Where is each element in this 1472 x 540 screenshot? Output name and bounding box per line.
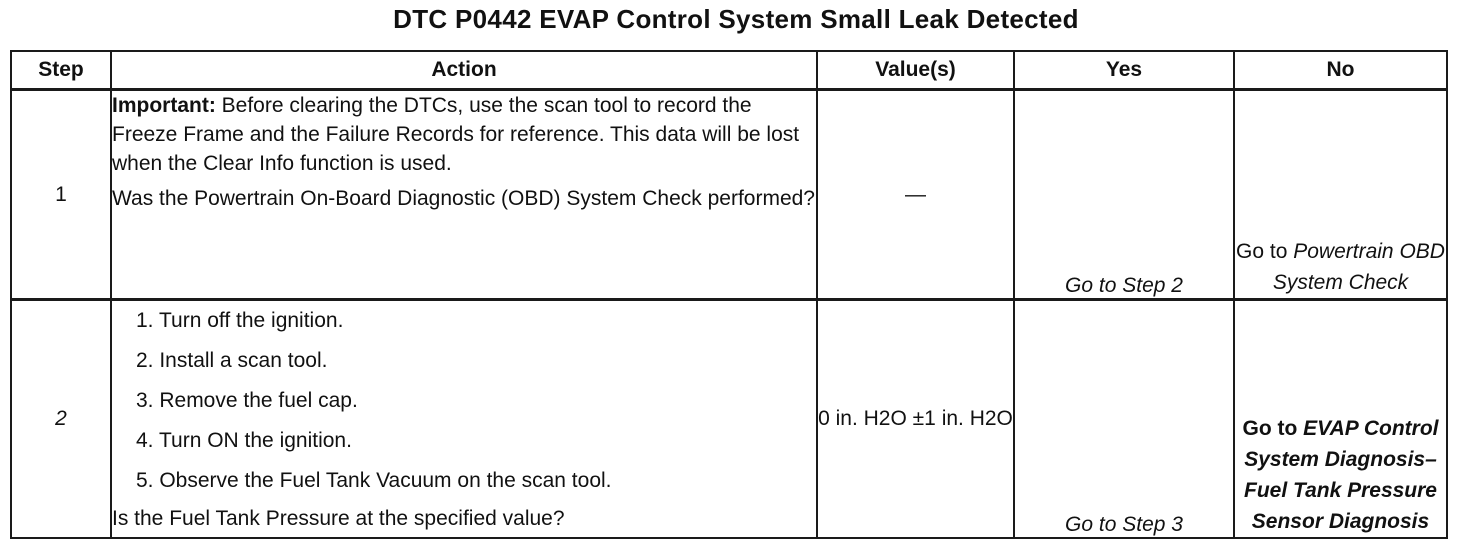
yes-text: Go to Step 2 bbox=[1065, 274, 1183, 297]
table-row bbox=[11, 300, 1447, 539]
action-cell bbox=[111, 300, 817, 539]
yes-link[interactable] bbox=[1014, 300, 1234, 539]
header-no: No bbox=[1234, 51, 1447, 90]
action-steps bbox=[112, 301, 816, 501]
action-step: 2. Install a scan tool. bbox=[136, 349, 328, 372]
action-step: 5. Observe the Fuel Tank Vacuum on the scan tool. bbox=[136, 469, 612, 492]
no-prefix: Go to bbox=[1242, 417, 1304, 440]
header-step: Step bbox=[11, 51, 111, 90]
step-number: 2 bbox=[11, 300, 111, 539]
yes-link[interactable] bbox=[1014, 90, 1234, 300]
no-link[interactable]: Powertrain OBD System Check bbox=[1272, 240, 1445, 294]
important-note bbox=[112, 91, 816, 178]
no-cell[interactable] bbox=[1234, 90, 1447, 300]
page-title: DTC P0442 EVAP Control System Small Leak Detected bbox=[393, 4, 1079, 34]
no-link[interactable]: EVAP Control System Diagnosis– Fuel Tank Pressure Sensor Diagnosis bbox=[1244, 417, 1439, 533]
action-question: Was the Powertrain On-Board Diagnostic (OBD) System Check performed? bbox=[112, 187, 815, 210]
value-cell bbox=[817, 300, 1014, 539]
value-text: — bbox=[905, 182, 926, 206]
step-number: 1 bbox=[11, 90, 111, 300]
action-step: 3. Remove the fuel cap. bbox=[136, 389, 358, 412]
no-cell[interactable] bbox=[1234, 300, 1447, 539]
action-step: 1. Turn off the ignition. bbox=[136, 309, 344, 332]
important-text: Before clearing the DTCs, use the scan tool to record the Freeze Frame and the Failure Records for reference. This data will be lost when the Clear Info function is used. bbox=[112, 94, 800, 175]
no-prefix: Go to bbox=[1236, 240, 1294, 263]
action-step: 4. Turn ON the ignition. bbox=[136, 429, 352, 452]
header-values: Value(s) bbox=[817, 51, 1014, 90]
table-row bbox=[11, 90, 1447, 300]
action-cell bbox=[111, 90, 817, 300]
yes-text: Go to Step 3 bbox=[1065, 513, 1183, 536]
diagnostic-table bbox=[10, 50, 1448, 539]
action-question: Is the Fuel Tank Pressure at the specified value? bbox=[112, 507, 565, 530]
table-header-row bbox=[11, 51, 1447, 90]
header-action: Action bbox=[111, 51, 817, 90]
header-yes: Yes bbox=[1014, 51, 1234, 90]
important-label: Important: bbox=[112, 94, 216, 117]
value-text: 0 in. H2O ±1 in. H2O bbox=[818, 407, 1013, 430]
value-cell bbox=[817, 90, 1014, 300]
